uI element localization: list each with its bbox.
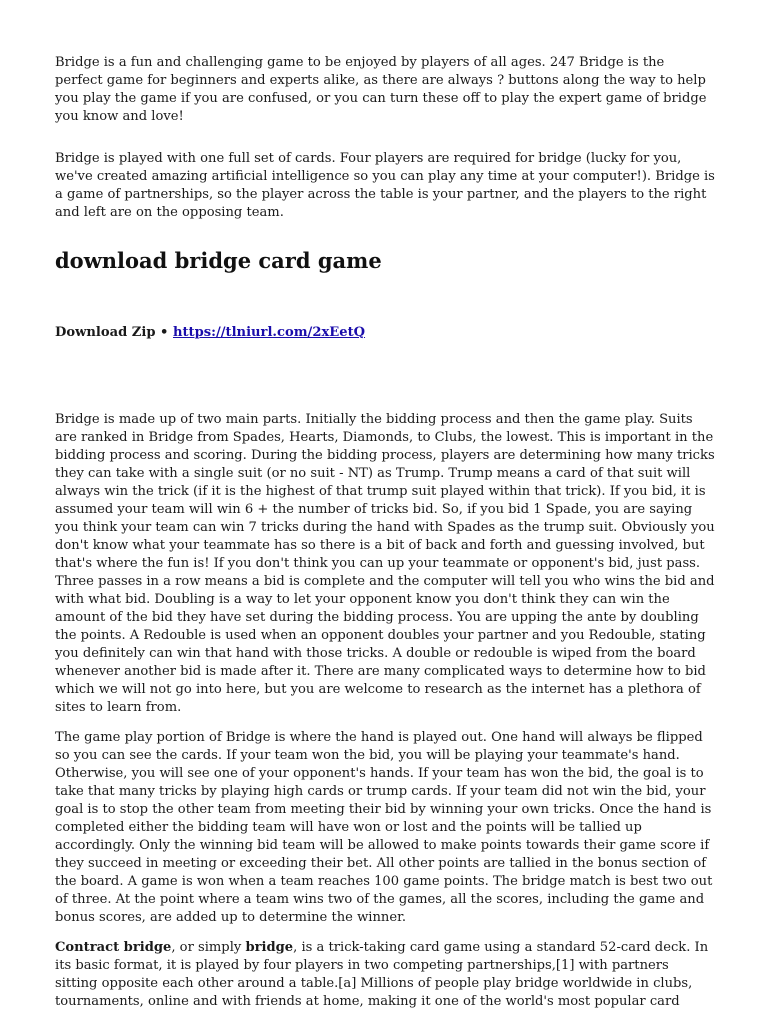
bold-term-bridge: bridge: [245, 940, 294, 955]
intro-paragraph-1: Bridge is a fun and challenging game to be enjoyed by players of all ages. 247 Bridge is the perfect game for beginners and experts alike, as there are always ? buttons along the way to help you play the game if you are confused, or you can turn these off to play the expert game of bridge you know and love!: [55, 55, 707, 124]
download-link[interactable]: https://tlniurl.com/2xEetQ: [172, 325, 366, 340]
body-paragraph-gameplay: The game play portion of Bridge is where the hand is played out. One hand will always be flipped so you can see the cards. If your team won the bid, you will be playing your teammate's hand. Otherwise, you will see one of your opponent's hands. If your team has won the bid, the goal is to take that many tricks by playing high cards or trump cards. If your team did not win the bid, your goal is to stop the other team from meeting their bid by winning your own tricks. Once the hand is completed either the bidding team will have won or lost and the points will be tallied up accordingly. Only the winning bid team will be allowed to make points towards their game score if they succeed in meeting or exceeding their bet. All other points are tallied in the bonus section of the board. A game is won when a team reaches 100 game points. The bridge match is best two out of three. At the point where a team wins two of the games, all the scores, including the game and bonus scores, are added up to determine the winner.: [55, 730, 713, 925]
download-separator: •: [160, 325, 169, 340]
body-paragraph-contract-bridge: [55, 939, 715, 1011]
page-heading: download bridge card game: [55, 248, 382, 273]
download-line: [55, 324, 715, 342]
body-paragraph-bidding: Bridge is made up of two main parts. Initially the bidding process and then the game play. Suits are ranked in Bridge from Spades, Hearts, Diamonds, to Clubs, the lowest. This is important in the bidding process and scoring. During the bidding process, players are determining how many tricks they can take with a single suit (or no suit - NT) as Trump. Trump means a card of that suit will always win the trick (if it is the highest of that trump suit played within that trick). If you bid, it is assumed your team will win 6 + the number of tricks bid. So, if you bid 1 Spade, you are saying you think your team can win 7 tricks during the hand with Spades as the trump suit. Obviously you don't know what your teammate has so there is a bit of back and forth and guessing involved, but that's where the fun is! If you don't think you can up your teammate or opponent's bid, just pass. Three passes in a row means a bid is complete and the computer will tell you who wins the bid and with what bid. Doubling is a way to let your opponent know you don't think they can win the amount of the bid they have set during the bidding process. You are upping the ante by doubling the points. A Redouble is used when an opponent doubles your partner and you Redouble, stating you definitely can win that hand with those tricks. A double or redouble is wiped from the board whenever another bid is made after it. There are many complicated ways to determine how to bid which we will not go into here, but you are welcome to research as the internet has a plethora of sites to learn from.: [55, 412, 715, 715]
intro-paragraph-2: Bridge is played with one full set of cards. Four players are required for bridge (lucky for you, we've created amazing artificial intelligence so you can play any time at your computer!). Bridge is a game of partnerships, so the player across the table is your partner, and the players to the right and left are on the opposing team.: [55, 151, 715, 220]
bold-term-contract-bridge: Contract bridge: [55, 940, 172, 955]
download-label: Download Zip: [55, 325, 156, 340]
paragraph-text-segment: , is a trick-taking card game using a standard 52-card deck. In its basic format, it is played by four players in two competing partnerships,[1] with partners sitting opposite each other around a table.[a] Millions of people play bridge worldwide in clubs, tournaments, online and with friends at home, making it one of the world's most popular card: [55, 940, 709, 1009]
paragraph-text-segment: , or simply: [171, 940, 246, 955]
